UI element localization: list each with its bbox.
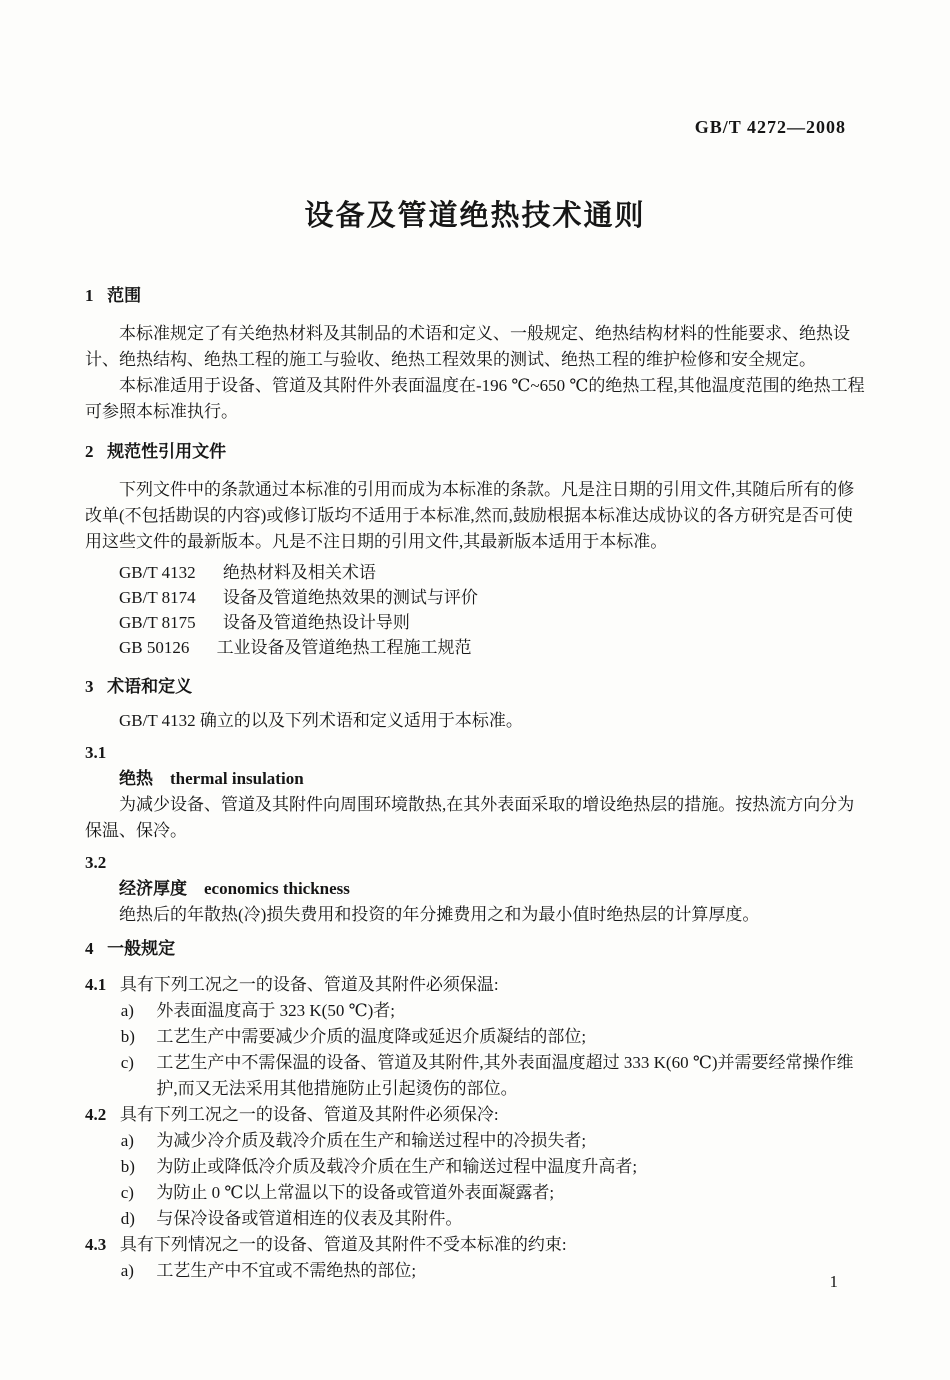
section-1-paragraph-2: 本标准适用于设备、管道及其附件外表面温度在-196 ℃~650 ℃的绝热工程,其他温度范围的绝热工程可参照本标准执行。 <box>85 376 865 421</box>
item-text: 为防止或降低冷介质及载冷介质在生产和输送过程中温度升高者; <box>156 1157 638 1176</box>
item-label: c) <box>120 1183 134 1202</box>
term-2-name <box>85 876 868 902</box>
item-label: b) <box>120 1027 135 1046</box>
normative-references-list <box>85 560 868 660</box>
item-text: 工艺生产中不宜或不需绝热的部位; <box>156 1261 417 1280</box>
item-label: a) <box>120 1131 134 1150</box>
item-text: 外表面温度高于 323 K(50 ℃)者; <box>156 1001 395 1020</box>
section-2-heading <box>85 439 868 465</box>
section-4-title: 一般规定 <box>107 939 176 958</box>
term-1-name-zh: 绝热 <box>119 769 153 788</box>
clause-4-2-text: 具有下列工况之一的设备、管道及其附件必须保冷: <box>119 1105 499 1124</box>
reference-code: GB/T 8174 <box>119 588 196 607</box>
section-3-heading <box>85 674 868 700</box>
clause-4-1 <box>85 972 868 998</box>
section-3-title: 术语和定义 <box>107 677 193 696</box>
item-text: 为防止 0 ℃以上常温以下的设备或管道外表面凝露者; <box>156 1183 555 1202</box>
item-text: 与保冷设备或管道相连的仪表及其附件。 <box>156 1209 463 1228</box>
term-1-name-en: thermal insulation <box>170 769 304 788</box>
document-body <box>85 269 868 1284</box>
item-text: 工艺生产中不需保温的设备、管道及其附件,其外表面温度超过 333 K(60 ℃)并需要经常操作维护,而又无法采用其他措施防止引起烫伤的部位。 <box>156 1053 854 1098</box>
term-2-definition: 绝热后的年散热(冷)损失费用和投资的年分摊费用之和为最小值时绝热层的计算厚度。 <box>119 905 760 924</box>
section-4-heading <box>85 936 868 962</box>
section-1-number: 1 <box>85 286 94 305</box>
reference-item <box>85 560 868 585</box>
clause-4-2-number: 4.2 <box>85 1105 107 1124</box>
section-3-number: 3 <box>85 677 94 696</box>
reference-title: 设备及管道绝热设计导则 <box>222 613 410 632</box>
term-1-name <box>85 766 868 792</box>
clause-4-3 <box>85 1232 868 1258</box>
item-label: c) <box>120 1053 134 1072</box>
item-text: 为减少冷介质及载冷介质在生产和输送过程中的冷损失者; <box>156 1131 587 1150</box>
term-2-number: 3.2 <box>85 853 107 872</box>
section-2-paragraph: 下列文件中的条款通过本标准的引用而成为本标准的条款。凡是注日期的引用文件,其随后所有的修改单(不包括勘误的内容)或修订版均不适用于本标准,然而,鼓励根据本标准达成协议的各方研究是否可使用这些文件的最新版本。凡是不注日期的引用文件,其最新版本适用于本标准。 <box>85 480 855 551</box>
clause-4-2 <box>85 1102 868 1128</box>
section-2-title: 规范性引用文件 <box>107 442 227 461</box>
section-1-paragraph-1: 本标准规定了有关绝热材料及其制品的术语和定义、一般规定、绝热结构材料的性能要求、绝热设计、绝热结构、绝热工程的施工与验收、绝热工程效果的测试、绝热工程的维护检修和安全规定。 <box>85 324 850 369</box>
list-item <box>85 1154 868 1180</box>
term-1-number: 3.1 <box>85 743 107 762</box>
reference-code: GB 50126 <box>119 638 190 657</box>
item-label: b) <box>120 1157 135 1176</box>
section-1-heading <box>85 283 868 309</box>
clause-4-3-number: 4.3 <box>85 1235 107 1254</box>
list-item <box>85 1180 868 1206</box>
document-title: 设备及管道绝热技术通则 <box>304 200 646 232</box>
item-text: 工艺生产中需要减少介质的温度降或延迟介质凝结的部位; <box>156 1027 587 1046</box>
reference-code: GB/T 4132 <box>119 563 196 582</box>
list-item <box>85 1128 868 1154</box>
item-label: a) <box>120 1261 134 1280</box>
item-label: a) <box>120 1001 134 1020</box>
list-item <box>85 1258 868 1284</box>
term-2-name-en: economics thickness <box>204 879 350 898</box>
item-label: d) <box>120 1209 135 1228</box>
reference-item <box>85 585 868 610</box>
reference-code: GB/T 8175 <box>119 613 196 632</box>
section-3-intro: GB/T 4132 确立的以及下列术语和定义适用于本标准。 <box>119 711 523 730</box>
clause-4-3-text: 具有下列情况之一的设备、管道及其附件不受本标准的约束: <box>119 1235 567 1254</box>
reference-item <box>85 635 868 660</box>
standard-number: GB/T 4272—2008 <box>694 117 846 137</box>
section-4-number: 4 <box>85 939 94 958</box>
list-item <box>85 998 868 1024</box>
term-1-definition: 为减少设备、管道及其附件向周围环境散热,在其外表面采取的增设绝热层的措施。按热流方向分为保温、保冷。 <box>85 795 855 840</box>
reference-title: 工业设备及管道绝热工程施工规范 <box>216 638 472 657</box>
reference-title: 绝热材料及相关术语 <box>222 563 376 582</box>
reference-item <box>85 610 868 635</box>
list-item <box>85 1050 868 1102</box>
section-2-number: 2 <box>85 442 94 461</box>
term-2-name-zh: 经济厚度 <box>119 879 187 898</box>
clause-4-1-number: 4.1 <box>85 975 107 994</box>
list-item <box>85 1024 868 1050</box>
section-1-title: 范围 <box>107 286 142 305</box>
clause-4-1-text: 具有下列工况之一的设备、管道及其附件必须保温: <box>119 975 499 994</box>
reference-title: 设备及管道绝热效果的测试与评价 <box>222 588 478 607</box>
page-number: 1 <box>829 1272 838 1291</box>
list-item <box>85 1206 868 1232</box>
